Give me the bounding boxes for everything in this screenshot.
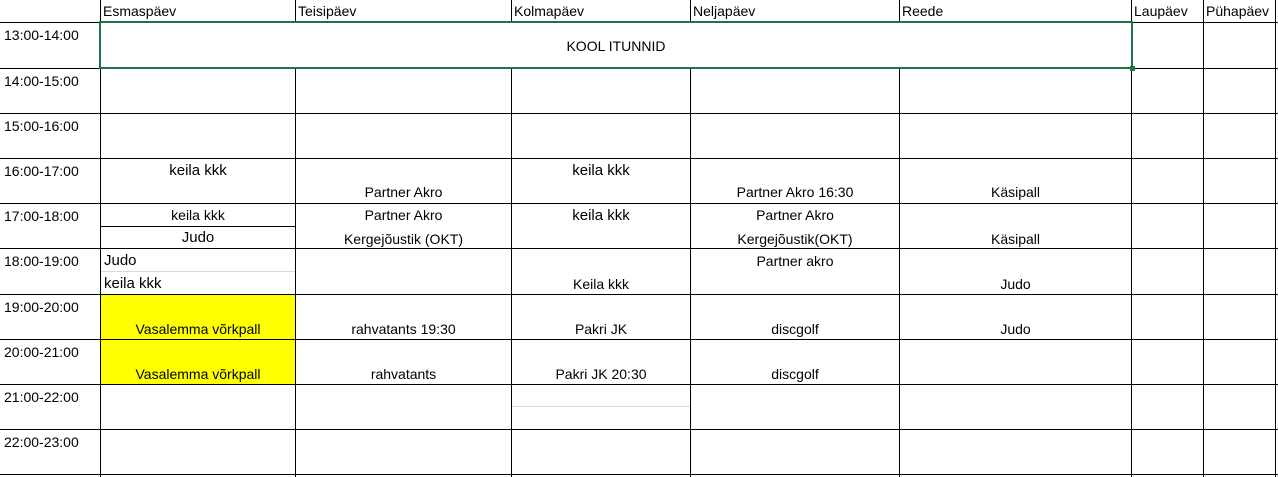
header-teisipaev[interactable]: Teisipäev bbox=[298, 3, 357, 19]
schedule-cell[interactable]: keila kkk bbox=[572, 162, 630, 179]
cell-divider bbox=[512, 406, 690, 407]
time-label[interactable]: 20:00-21:00 bbox=[4, 344, 79, 360]
cell-divider bbox=[101, 271, 295, 272]
schedule-cell[interactable]: Kergejõustik(OKT) bbox=[737, 231, 853, 247]
schedule-cell[interactable]: keila kkk bbox=[169, 162, 227, 179]
schedule-cell[interactable]: Vasalemma võrkpall bbox=[135, 321, 261, 337]
grid-line bbox=[0, 474, 1278, 475]
schedule-cell[interactable]: discgolf bbox=[771, 366, 819, 382]
schedule-cell[interactable]: Keila kkk bbox=[572, 276, 630, 292]
schedule-cell[interactable]: Kergejõustik (OKT) bbox=[343, 231, 464, 247]
header-underline bbox=[100, 22, 1131, 23]
time-label[interactable]: 19:00-20:00 bbox=[4, 299, 79, 315]
header-puhapaev[interactable]: Pühapäev bbox=[1206, 3, 1270, 19]
header-reede[interactable]: Reede bbox=[902, 3, 944, 19]
schedule-cell[interactable]: keila kkk bbox=[572, 207, 630, 224]
grid-line bbox=[1275, 0, 1276, 477]
grid-line bbox=[0, 203, 1278, 204]
schedule-cell[interactable]: rahvatants 19:30 bbox=[351, 321, 456, 337]
schedule-cell[interactable]: Partner akro bbox=[756, 253, 834, 269]
grid-line bbox=[0, 158, 1278, 159]
header-kolmapaev[interactable]: Kolmapäev bbox=[514, 3, 585, 19]
time-label[interactable]: 22:00-23:00 bbox=[4, 434, 79, 450]
time-label[interactable]: 17:00-18:00 bbox=[4, 208, 79, 224]
schedule-cell[interactable]: Partner Akro bbox=[364, 184, 443, 200]
schedule-cell[interactable]: rahvatants bbox=[370, 366, 437, 382]
time-label[interactable]: 15:00-16:00 bbox=[4, 118, 79, 134]
schedule-cell[interactable]: Vasalemma võrkpall bbox=[135, 366, 261, 382]
schedule-cell[interactable]: keila kkk bbox=[104, 275, 162, 292]
schedule-cell[interactable]: discgolf bbox=[771, 321, 819, 337]
grid-line bbox=[0, 429, 1278, 430]
schedule-cell[interactable]: Käsipall bbox=[990, 231, 1041, 247]
schedule-cell[interactable]: Judo bbox=[104, 252, 137, 269]
grid-line bbox=[0, 248, 1278, 249]
time-label[interactable]: 18:00-19:00 bbox=[4, 253, 79, 269]
schedule-cell[interactable]: Partner Akro 16:30 bbox=[736, 184, 854, 200]
schedule-cell[interactable]: Pakri JK bbox=[574, 321, 628, 337]
schedule-cell[interactable]: Judo bbox=[1000, 321, 1031, 337]
grid-line bbox=[0, 113, 1278, 114]
cell-divider bbox=[101, 226, 295, 227]
schedule-cell[interactable]: keila kkk bbox=[171, 207, 225, 223]
header-neljapaev[interactable]: Neljapäev bbox=[693, 3, 756, 19]
schedule-cell[interactable]: Pakri JK 20:30 bbox=[555, 366, 647, 382]
grid-line bbox=[1131, 0, 1132, 477]
header-laupaev[interactable]: Laupäev bbox=[1134, 3, 1188, 19]
fill-handle[interactable] bbox=[1130, 66, 1135, 71]
school-hours-cell[interactable]: KOOL ITUNNID bbox=[566, 38, 666, 54]
time-label[interactable]: 21:00-22:00 bbox=[4, 389, 79, 405]
schedule-cell[interactable]: Judo bbox=[1000, 276, 1031, 292]
time-label[interactable]: 13:00-14:00 bbox=[4, 27, 79, 43]
grid-line bbox=[0, 339, 1278, 340]
header-esmaspaev[interactable]: Esmaspäev bbox=[103, 3, 177, 19]
time-label[interactable]: 16:00-17:00 bbox=[4, 163, 79, 179]
time-label[interactable]: 14:00-15:00 bbox=[4, 73, 79, 89]
grid-line bbox=[1203, 0, 1204, 477]
grid-line bbox=[0, 294, 1278, 295]
schedule-cell[interactable]: Partner Akro bbox=[364, 207, 443, 223]
grid-line bbox=[0, 384, 1278, 385]
schedule-cell[interactable]: Käsipall bbox=[990, 184, 1041, 200]
schedule-cell[interactable]: Judo bbox=[181, 229, 215, 246]
schedule-cell[interactable]: Partner Akro bbox=[756, 207, 834, 223]
